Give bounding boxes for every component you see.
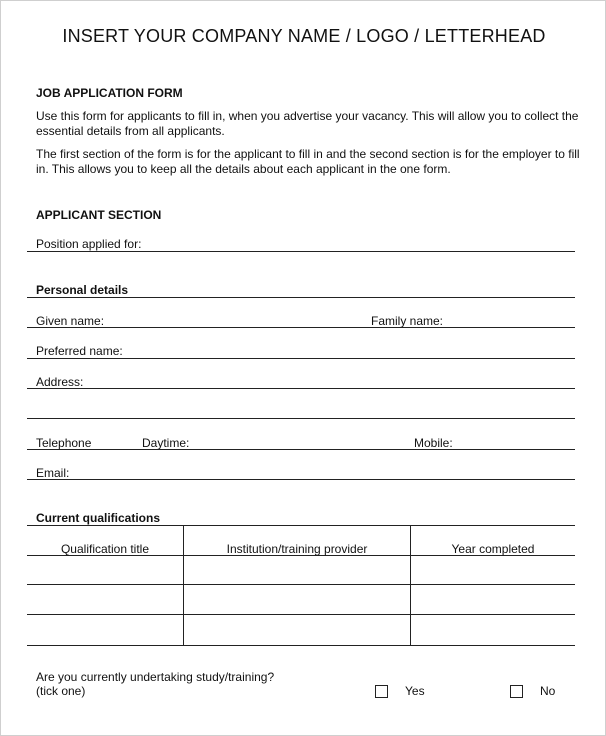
mobile-label: Mobile:: [414, 436, 453, 450]
table-top-border: [27, 525, 575, 526]
intro-paragraph-2: The first section of the form is for the applicant to fill in and the second section is for the employer to fill in. This allows you to keep all the details about each applicant in the one form.: [36, 147, 580, 176]
table-bottom-border: [27, 645, 575, 646]
name-input-line[interactable]: [27, 327, 575, 328]
column-header-institution: Institution/training provider: [226, 542, 368, 556]
yes-checkbox[interactable]: [375, 685, 388, 698]
preferred-name-input-line[interactable]: [27, 358, 575, 359]
email-input-line[interactable]: [27, 479, 575, 480]
section-divider: [27, 297, 575, 298]
yes-label: Yes: [405, 684, 425, 698]
intro-paragraph-1: Use this form for applicants to fill in, when you advertise your vacancy. This will allow you to collect the essential details from all applicants.: [36, 109, 579, 138]
position-label: Position applied for:: [36, 237, 142, 251]
column-header-year: Year completed: [451, 542, 535, 556]
study-question: Are you currently undertaking study/training?: [36, 670, 275, 684]
address-label: Address:: [36, 375, 84, 389]
table-row[interactable]: [27, 585, 575, 614]
company-letterhead: INSERT YOUR COMPANY NAME / LOGO / LETTERHEAD: [62, 26, 546, 46]
table-row[interactable]: [27, 615, 575, 645]
email-label: Email:: [36, 466, 70, 480]
tick-one-hint: (tick one): [36, 684, 86, 698]
preferred-name-label: Preferred name:: [36, 344, 123, 358]
personal-details-heading: Personal details: [36, 283, 129, 297]
column-header-qualification: Qualification title: [60, 542, 150, 556]
qualifications-heading: Current qualifications: [36, 511, 161, 525]
position-input-line[interactable]: [27, 251, 575, 252]
address-input-line-1[interactable]: [27, 388, 575, 389]
daytime-label: Daytime:: [142, 436, 190, 450]
no-checkbox[interactable]: [510, 685, 523, 698]
given-name-label: Given name:: [36, 314, 105, 328]
family-name-label: Family name:: [371, 314, 444, 328]
form-title: JOB APPLICATION FORM: [36, 86, 183, 100]
address-input-line-2[interactable]: [27, 418, 575, 419]
no-label: No: [540, 684, 556, 698]
table-row[interactable]: [27, 556, 575, 584]
applicant-section-heading: APPLICANT SECTION: [36, 208, 162, 222]
telephone-input-line[interactable]: [27, 449, 575, 450]
telephone-label: Telephone: [36, 436, 92, 450]
